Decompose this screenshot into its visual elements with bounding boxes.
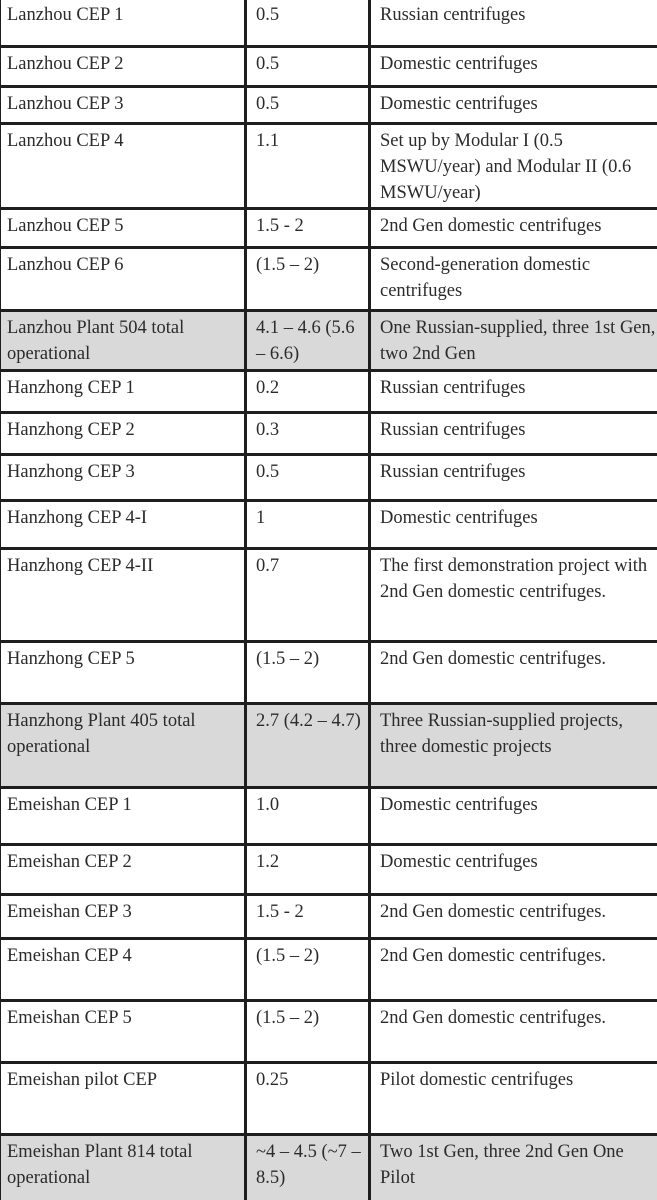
facility-cell: Hanzhong CEP 3 [0, 455, 246, 501]
table-row [0, 501, 657, 549]
facility-cell: Lanzhou CEP 5 [0, 209, 246, 248]
notes-cell: Domestic centrifuges [370, 788, 657, 845]
notes-cell: Russian centrifuges [370, 413, 657, 455]
facility-cell: Hanzhong CEP 4-I [0, 501, 246, 549]
capacity-cell: 0.2 [246, 371, 370, 413]
notes-cell: Pilot domestic centrifuges [370, 1063, 657, 1135]
capacity-cell: 2.7 (4.2 – 4.7) [246, 704, 370, 788]
table-row [0, 895, 657, 939]
capacity-cell: 1.0 [246, 788, 370, 845]
capacity-cell: 0.5 [246, 87, 370, 124]
total-row [0, 704, 657, 788]
capacity-cell: 0.3 [246, 413, 370, 455]
table-row [0, 1001, 657, 1063]
notes-cell: Two 1st Gen, three 2nd Gen One Pilot [370, 1135, 657, 1200]
notes-cell: Russian centrifuges [370, 0, 657, 47]
table-row [0, 939, 657, 1001]
facility-cell: Emeishan CEP 5 [0, 1001, 246, 1063]
facility-cell: Emeishan Plant 814 total operational [0, 1135, 246, 1200]
capacity-cell: (1.5 – 2) [246, 642, 370, 704]
capacity-cell: 1.5 - 2 [246, 209, 370, 248]
notes-cell: 2nd Gen domestic centrifuges [370, 209, 657, 248]
facility-cell: Hanzhong CEP 4-II [0, 549, 246, 642]
facility-cell: Lanzhou CEP 2 [0, 47, 246, 87]
capacity-cell: 1.1 [246, 124, 370, 209]
notes-cell: One Russian-supplied, three 1st Gen, two 2nd Gen [370, 311, 657, 371]
facility-cell: Emeishan CEP 2 [0, 845, 246, 895]
capacity-cell: 0.25 [246, 1063, 370, 1135]
notes-cell: 2nd Gen domestic centrifuges. [370, 642, 657, 704]
facility-cell: Lanzhou CEP 1 [0, 0, 246, 47]
notes-cell: The first demonstration project with 2nd Gen domestic centrifuges. [370, 549, 657, 642]
notes-cell: Three Russian-supplied projects, three domestic projects [370, 704, 657, 788]
facility-cell: Lanzhou CEP 6 [0, 248, 246, 311]
table-row [0, 87, 657, 124]
table-row [0, 549, 657, 642]
table-row [0, 455, 657, 501]
table-row [0, 0, 657, 47]
table-row [0, 1063, 657, 1135]
facility-cell: Lanzhou Plant 504 total operational [0, 311, 246, 371]
facility-cell: Emeishan CEP 3 [0, 895, 246, 939]
table-row [0, 209, 657, 248]
facility-cell: Hanzhong Plant 405 total operational [0, 704, 246, 788]
facility-cell: Lanzhou CEP 3 [0, 87, 246, 124]
capacity-cell: (1.5 – 2) [246, 939, 370, 1001]
total-row [0, 1135, 657, 1200]
capacity-cell: 1 [246, 501, 370, 549]
notes-cell: Domestic centrifuges [370, 845, 657, 895]
facility-cell: Lanzhou CEP 4 [0, 124, 246, 209]
table-row [0, 845, 657, 895]
table-row [0, 413, 657, 455]
facility-cell: Emeishan pilot CEP [0, 1063, 246, 1135]
notes-cell: Second-generation domestic centrifuges [370, 248, 657, 311]
table-row [0, 642, 657, 704]
notes-cell: 2nd Gen domestic centrifuges. [370, 939, 657, 1001]
table-row [0, 124, 657, 209]
notes-cell: Domestic centrifuges [370, 47, 657, 87]
table-row [0, 371, 657, 413]
notes-cell: Russian centrifuges [370, 455, 657, 501]
capacity-cell: 1.5 - 2 [246, 895, 370, 939]
capacity-cell: (1.5 – 2) [246, 248, 370, 311]
notes-cell: 2nd Gen domestic centrifuges. [370, 1001, 657, 1063]
facility-cell: Emeishan CEP 4 [0, 939, 246, 1001]
table-row [0, 47, 657, 87]
capacity-cell: 0.7 [246, 549, 370, 642]
facility-cell: Hanzhong CEP 2 [0, 413, 246, 455]
capacity-cell: 1.2 [246, 845, 370, 895]
facility-cell: Hanzhong CEP 5 [0, 642, 246, 704]
capacity-cell: 4.1 – 4.6 (5.6 – 6.6) [246, 311, 370, 371]
table-row [0, 248, 657, 311]
capacity-cell: 0.5 [246, 0, 370, 47]
notes-cell: Set up by Modular I (0.5 MSWU/year) and Modular II (0.6 MSWU/year) [370, 124, 657, 209]
facility-cell: Hanzhong CEP 1 [0, 371, 246, 413]
table-row [0, 788, 657, 845]
capacity-cell: (1.5 – 2) [246, 1001, 370, 1063]
facility-cell: Emeishan CEP 1 [0, 788, 246, 845]
capacity-cell: 0.5 [246, 455, 370, 501]
notes-cell: Domestic centrifuges [370, 501, 657, 549]
notes-cell: Domestic centrifuges [370, 87, 657, 124]
total-row [0, 311, 657, 371]
notes-cell: Russian centrifuges [370, 371, 657, 413]
capacity-cell: 0.5 [246, 47, 370, 87]
capacity-cell: ~4 – 4.5 (~7 – 8.5) [246, 1135, 370, 1200]
notes-cell: 2nd Gen domestic centrifuges. [370, 895, 657, 939]
